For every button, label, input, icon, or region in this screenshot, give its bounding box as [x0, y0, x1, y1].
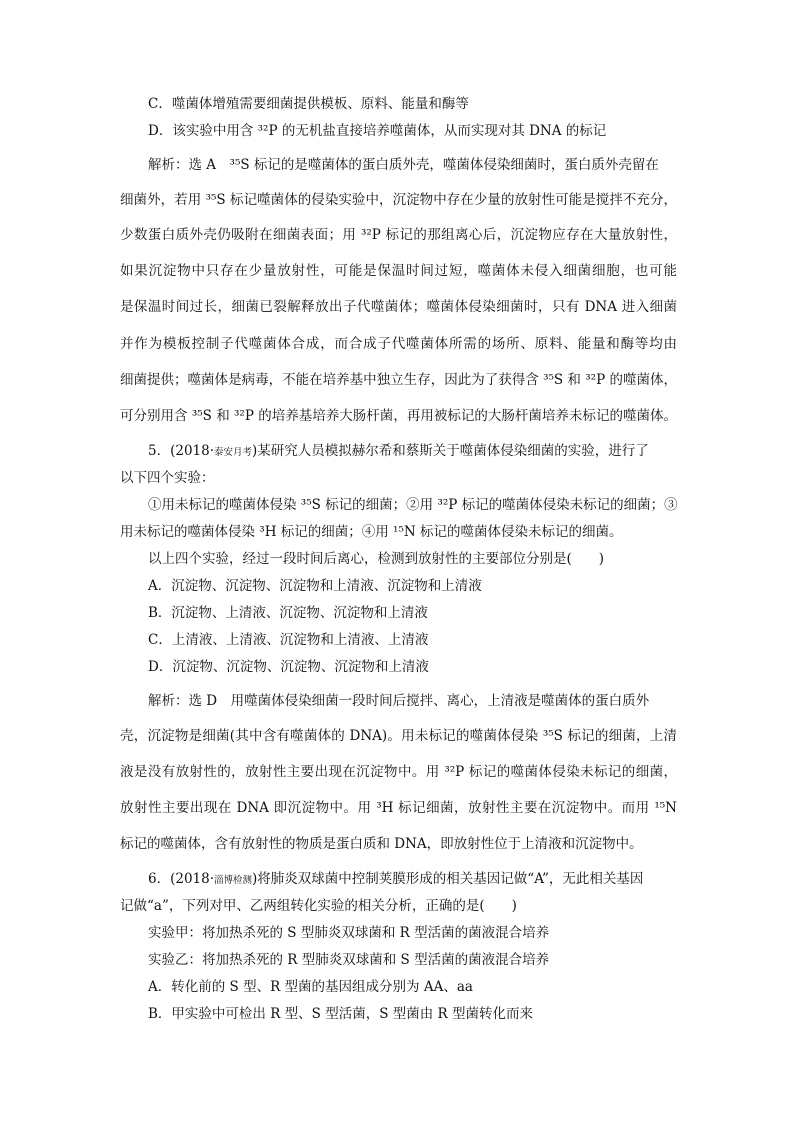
- q4-analysis-line-2: 细菌外，若用 ³⁵S 标记噬菌体的侵染实验中，沉淀物中存在少量的放射性可能是搅拌不充分，: [120, 192, 677, 208]
- q6-experiment-b: 实验乙：将加热杀死的 R 型肺炎双球菌和 S 型活菌的菌液混合培养: [148, 952, 550, 968]
- q5-analysis-line-5: 标记的噬菌体，含有放射性的物质是蛋白质和 DNA，即放射性位于上清液和沉淀物中。: [120, 836, 643, 852]
- q4-analysis-line-7: 细菌提供；噬菌体是病毒，不能在培养基中独立生存，因此为了获得含 ³⁵S 和 ³²P 的噬菌体，: [120, 372, 677, 388]
- q6-stem-line-1: [148, 869, 643, 891]
- q4-analysis-line-6: 并作为模板控制子代噬菌体合成，而合成子代噬菌体所需的场所、原料、能量和酶等均由: [120, 336, 677, 352]
- q5-option-d: D．沉淀物、沉淀物、沉淀物、沉淀物和上清液: [148, 659, 429, 675]
- q6-number: 6．(2018·: [148, 871, 215, 887]
- q6-stem-line-2: 记做“a”，下列对甲、乙两组转化实验的相关分析，正确的是( ): [120, 898, 517, 914]
- q4-analysis-line-5: 是保温时间过长，细菌已裂解释放出子代噬菌体；噬菌体侵染细菌时，只有 DNA 进入细菌: [120, 299, 677, 315]
- q4-analysis-line-8: 可分别用含 ³⁵S 和 ³²P 的培养基培养大肠杆菌，再用被标记的大肠杆菌培养未标记的噬菌体。: [120, 408, 677, 424]
- q4-option-c: C．噬菌体增殖需要细菌提供模板、原料、能量和酶等: [148, 96, 469, 112]
- q5-stem-line-2: 以下四个实验：: [120, 470, 215, 486]
- q5-option-b: B．沉淀物、上清液、沉淀物、沉淀物和上清液: [148, 605, 428, 621]
- q4-analysis-line-4: 如果沉淀物中只存在少量放射性，可能是保温时间过短，噬菌体未侵入细菌细胞，也可能: [120, 263, 677, 279]
- q5-analysis-line-4: 放射性主要出现在 DNA 即沉淀物中。用 ³H 标记细菌，放射性主要在沉淀物中。而用 ¹⁵N: [120, 800, 677, 816]
- q4-analysis-line-1: 解析：选 A ³⁵S 标记的是噬菌体的蛋白质外壳，噬菌体侵染细菌时，蛋白质外壳留在: [148, 157, 659, 173]
- q5-analysis-line-1: 解析：选 D 用噬菌体侵染细菌一段时间后搅拌、离心，上清液是噬菌体的蛋白质外: [148, 693, 650, 709]
- q6-option-a: A．转化前的 S 型、R 型菌的基因组成分别为 AA、aa: [148, 979, 473, 995]
- q6-experiment-a: 实验甲：将加热杀死的 S 型肺炎双球菌和 R 型活菌的菌液混合培养: [148, 925, 550, 941]
- q5-analysis-line-2: 壳，沉淀物是细菌(其中含有噬菌体的 DNA)。用未标记的噬菌体侵染 ³⁵S 标记的细菌，上清: [120, 728, 677, 744]
- q5-question: 以上四个实验，经过一段时间后离心，检测到放射性的主要部位分别是( ): [148, 551, 605, 567]
- q5-experiments-line-1: ①用未标记的噬菌体侵染 ³⁵S 标记的细菌；②用 ³²P 标记的噬菌体侵染未标记的细菌；③: [148, 497, 678, 513]
- q6-stem-text: )将肺炎双球菌中控制荚膜形成的相关基因记做“A”，无此相关基因: [252, 871, 644, 887]
- q5-analysis-line-3: 液是没有放射性的，放射性主要出现在沉淀物中。用 ³²P 标记的噬菌体侵染未标记的细菌，: [120, 764, 677, 780]
- q5-source: 泰安月考: [214, 447, 253, 458]
- q5-option-a: A．沉淀物、沉淀物、沉淀物和上清液、沉淀物和上清液: [148, 578, 482, 594]
- q5-experiments-line-2: 用未标记的噬菌体侵染 ³H 标记的细菌；④用 ¹⁵N 标记的噬菌体侵染未标记的细菌。: [120, 524, 623, 540]
- q6-option-b: B．甲实验中可检出 R 型、S 型活菌，S 型菌由 R 型菌转化而来: [148, 1006, 533, 1022]
- q5-option-c: C．上清液、上清液、沉淀物和上清液、上清液: [148, 632, 429, 648]
- q4-option-d: D．该实验中用含 ³²P 的无机盐直接培养噬菌体，从而实现对其 DNA 的标记: [148, 123, 607, 139]
- q5-number: 5．(2018·: [148, 443, 215, 459]
- q5-stem-line-1: [148, 441, 649, 463]
- q6-source: 淄博检测: [214, 875, 253, 886]
- q5-stem-text: )某研究人员模拟赫尔希和蔡斯关于噬菌体侵染细菌的实验，进行了: [252, 443, 649, 459]
- q4-analysis-line-3: 少数蛋白质外壳仍吸附在细菌表面；用 ³²P 标记的那组离心后，沉淀物应存在大量放射性，: [120, 227, 677, 243]
